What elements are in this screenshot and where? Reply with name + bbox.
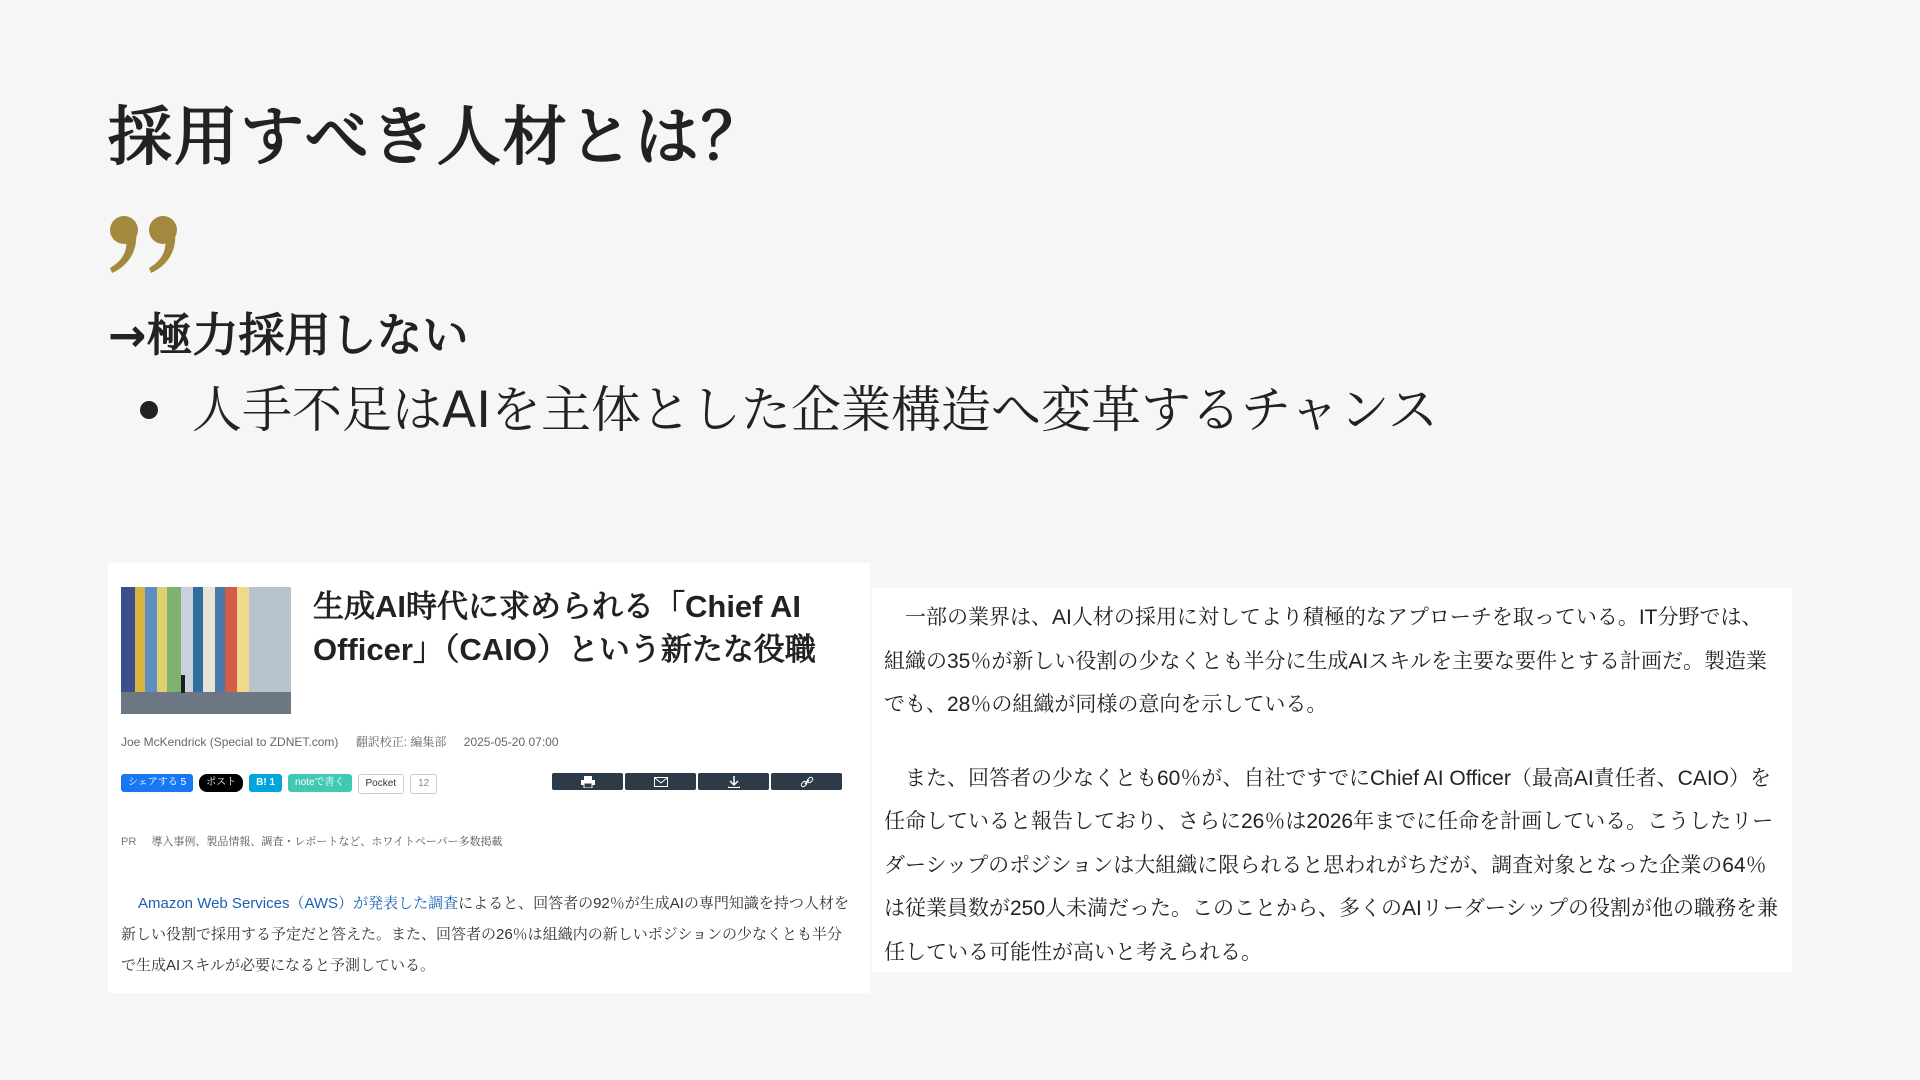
pocket-save-button[interactable]: Pocket bbox=[358, 774, 405, 794]
pr-tag: PR bbox=[121, 836, 137, 848]
excerpt-paragraph: 一部の業界は、AI人材の採用に対してより積極的なアプローチを取っている。IT分野では、組織の35％が新しい役割の少なくとも半分に生成AIスキルを主要な要件とする計画だ。製造業でも、28％の組織が同様の意向を示している。 bbox=[884, 606, 1767, 716]
share-buttons bbox=[121, 774, 437, 794]
excerpt-paragraph: また、回答者の少なくとも60％が、自社ですでにChief AI Officer（最高AI責任者、CAIO）を任命していると報告しており、さらに26％は2026年までに任命を計画している。こうしたリーダーシップのポジションは大組織に限られると思われがちだが、調査対象となった企業の64％は従業員数が250人未満だった。このことから、多くのAIリーダーシップの役割が他の職務を兼任している可能性が高いと考えられる。 bbox=[884, 766, 1779, 964]
x-post-button[interactable]: ポスト bbox=[199, 774, 243, 792]
article-date: 2025-05-20 07:00 bbox=[463, 735, 559, 749]
article-title: 生成AI時代に求められる「Chief AI Officer」（CAIO）という新たな役職 bbox=[313, 589, 816, 668]
pr-banner[interactable] bbox=[121, 833, 502, 849]
article-editor: 翻訳校正: 編集部 bbox=[355, 735, 447, 749]
closing-quote-icon bbox=[108, 215, 184, 279]
bullet-item bbox=[140, 380, 1438, 440]
article-body-text: によると、回答者の92％が生成AIの専門知識を持つ人材を新しい役割で採用する予定だと答えた。また、回答者の26％は組織内の新しいポジションの少なくとも半分で生成AIスキルが必要になると予測している。 bbox=[121, 895, 849, 974]
article-thumbnail bbox=[121, 587, 291, 714]
hatena-bookmark-button[interactable]: B! 1 bbox=[249, 774, 282, 792]
bullet-text: 人手不足はAIを主体とした企業構造へ変革するチャンス bbox=[192, 381, 1438, 439]
pocket-count-badge: 12 bbox=[410, 774, 437, 794]
article-tools bbox=[552, 773, 842, 790]
survey-link[interactable]: が発表した調査 bbox=[353, 895, 459, 912]
download-icon[interactable] bbox=[698, 773, 769, 790]
note-share-button[interactable]: noteで書く bbox=[288, 774, 351, 792]
article-byline bbox=[121, 733, 573, 750]
print-icon[interactable] bbox=[552, 773, 623, 790]
pr-text: 導入事例、製品情報、調査・レポートなど、ホワイトペーパー多数掲載 bbox=[151, 836, 503, 848]
bullet-dot-icon bbox=[140, 401, 158, 419]
article-screenshot bbox=[108, 563, 870, 993]
article-author: Joe McKendrick (Special to ZDNET.com) bbox=[121, 735, 339, 749]
mail-icon[interactable] bbox=[625, 773, 696, 790]
slide-title: 採用すべき人材とは？ bbox=[108, 101, 767, 175]
aws-link[interactable]: Amazon Web Services（AWS） bbox=[138, 895, 354, 912]
article-body bbox=[121, 888, 856, 981]
facebook-share-button[interactable]: シェアする 5 bbox=[121, 774, 193, 792]
slide-subheading: →極力採用しない bbox=[108, 308, 469, 362]
article-excerpt bbox=[872, 588, 1792, 972]
link-icon[interactable] bbox=[771, 773, 842, 790]
